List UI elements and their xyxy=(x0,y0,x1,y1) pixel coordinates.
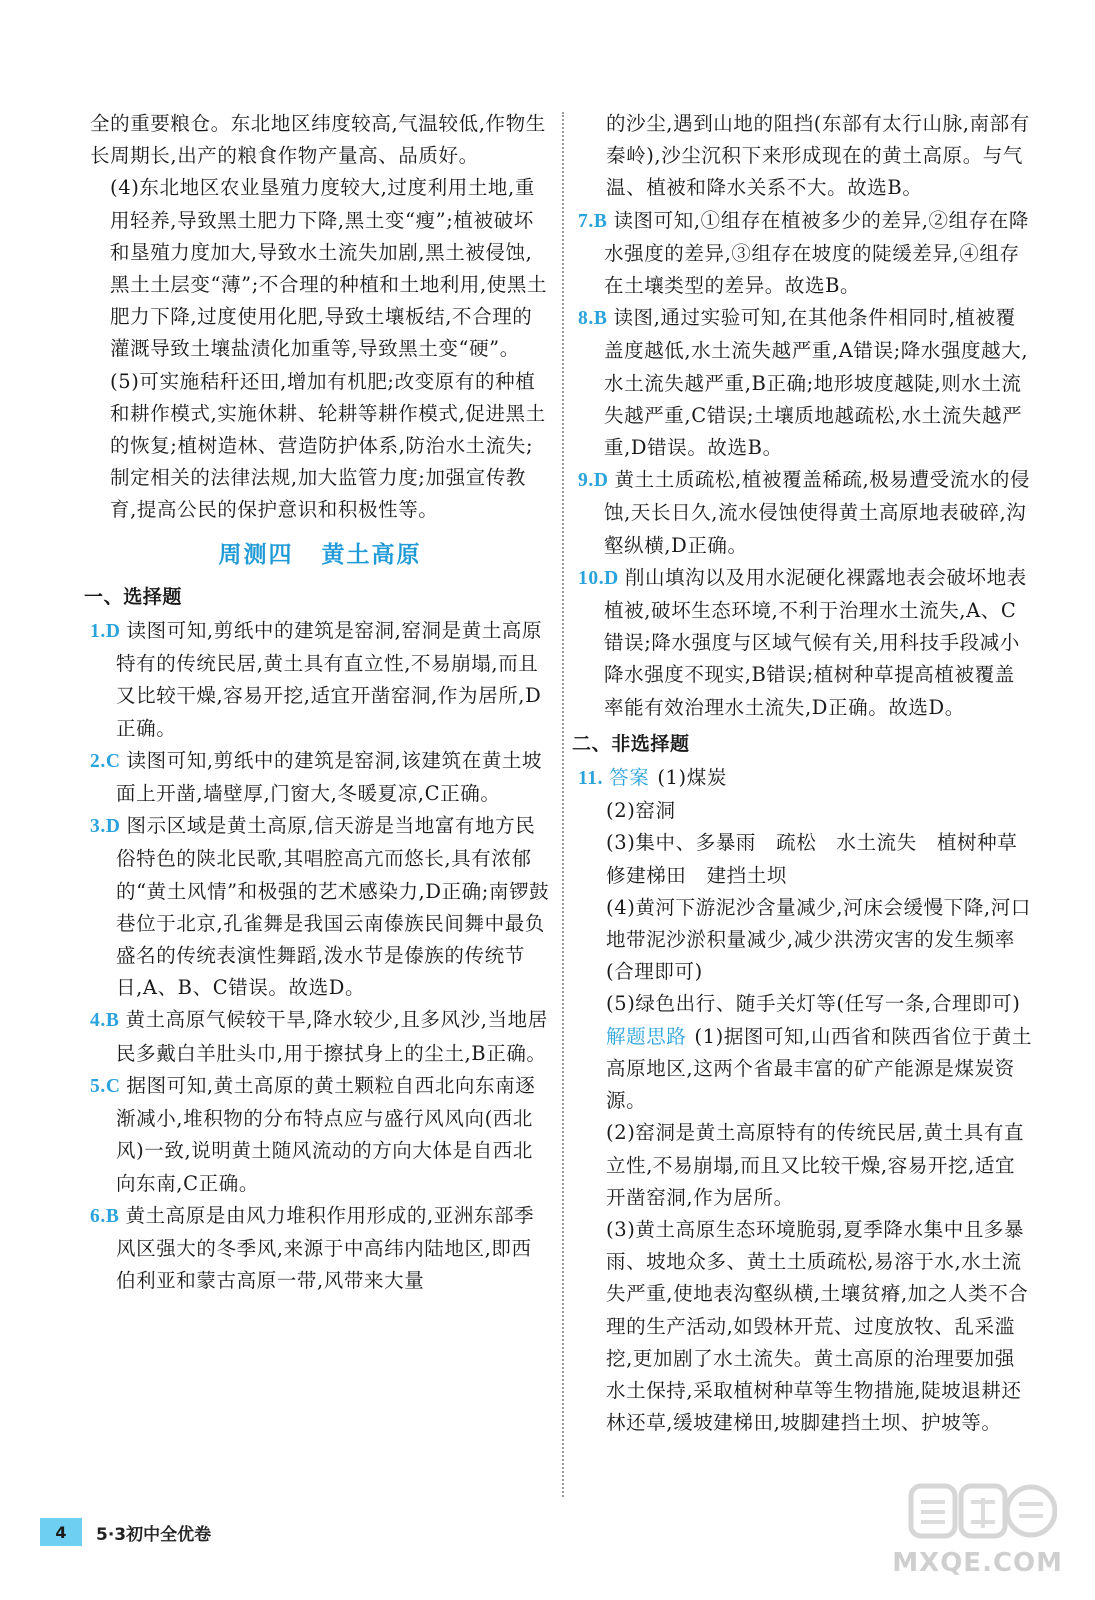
answer-item xyxy=(578,205,1034,303)
book-title: 5·3初中全优卷 xyxy=(96,1524,212,1545)
answer-line: (4)黄河下游泥沙含量减少,河床会缓慢下降,河口地带泥沙淤积量减少,减少洪涝灾害的发生频率(合理即可) xyxy=(606,895,1031,984)
week-title-number: 周测四 xyxy=(218,540,294,568)
answer-continuation: 的沙尘,遇到山地的阻挡(东部有太行山脉,南部有秦岭),沙尘沉积下来形成现在的黄土高原。与气温、植被和降水关系不大。故选B。 xyxy=(606,112,1030,200)
explanation-line: (3)黄土高原生态环境脆弱,夏季降水集中且多暴雨、坡地众多、黄土土质疏松,易溶于水,水土流失严重,使地表沟壑纵横,土壤贫瘠,加之人类不合理的生产活动,如毁林开荒、过度放牧、乱采滥挖,更加剧了水土流失。黄土高原的治理要加强水土保持,采取植树种草等生物措施,陡坡退耕还林还草,缓坡建梯田,坡脚建挡土坝、护坡等。 xyxy=(606,1217,1029,1435)
watermark-text: MXQE.COM xyxy=(892,1548,1063,1578)
question-number: 6.B xyxy=(90,1205,120,1227)
question-number: 9.D xyxy=(578,470,609,492)
section-heading: 二、非选择题 xyxy=(572,732,690,755)
paragraph: (4)东北地区农业垦殖力度较大,过度利用土地,重用轻养,导致黑土肥力下降,黑土变“瘦”;植被破坏和垦殖力度加大,导致水土流失加剧,黑土被侵蚀,黑土土层变“薄”;不合理的种植和土地利用,使黑土肥力下降,过度使用化肥,导致土壤板结,不合理的灌溉导致土壤盐渍化加重等,导致黑土变“硬”。 xyxy=(110,176,548,361)
answer-text: 读图可知,①组存在植被多少的差异,②组存在降水强度的差异,③组存在坡度的陡缓差异,④组存在土壤类型的差异。故选B。 xyxy=(604,208,1030,298)
page-number: 4 xyxy=(40,1518,82,1546)
question-number: 8.B xyxy=(578,308,608,330)
answer-line: (2)窑洞 xyxy=(606,799,676,823)
answer-text: 黄土土质疏松,植被覆盖稀疏,极易遭受流水的侵蚀,天长日久,流水侵蚀使得黄土高原地表破碎,沟壑纵横,D正确。 xyxy=(604,468,1031,557)
answer-text: 读图可知,剪纸中的建筑是窑洞,窑洞是黄土高原特有的传统民居,黄土具有直立性,不易崩塌,而且又比较干燥,容易开挖,适宜开凿窑洞,作为居所,D正确。 xyxy=(116,619,543,740)
page-footer xyxy=(40,1518,211,1546)
section-heading: 一、选择题 xyxy=(84,585,183,608)
answer-text: 黄土高原气候较干旱,降水较少,且多风沙,当地居民多戴白羊肚头巾,用于擦拭身上的尘土,B正确。 xyxy=(116,1008,548,1065)
answer-text: (1)煤炭 xyxy=(657,766,727,790)
answer-item xyxy=(578,302,1034,464)
question-number: 1.D xyxy=(90,621,121,643)
answer-item xyxy=(90,1004,550,1069)
answer-text: 黄土高原是由风力堆积作用形成的,亚洲东部季风区强大的冬季风,来源于中高纬内陆地区,即西伯利亚和蒙古高原一带,风带来大量 xyxy=(116,1203,535,1293)
answer-item xyxy=(90,1070,550,1200)
right-column xyxy=(572,108,1038,1439)
answer-item xyxy=(90,1200,550,1298)
question-number: 3.D xyxy=(90,816,121,838)
answer-text: 据图可知,黄土高原的黄土颗粒自西北向东南逐渐减小,堆积物的分布特点应与盛行风风向(西北风)一致,说明黄土随风流动的方向大体是自西北向东南,C正确。 xyxy=(116,1073,536,1195)
answer-text: 读图,通过实验可知,在其他条件相同时,植被覆盖度越低,水土流失越严重,A错误;降水强度越大,水土流失越严重,B正确;地形坡度越陡,则水土流失越严重,C错误;土壤质地越疏松,水土流失越严重,D错误。故选B。 xyxy=(604,306,1029,460)
answer-text: 图示区域是黄土高原,信天游是当地富有地方民俗特色的陕北民歌,其唱腔高亢而悠长,具有浓郁的“黄土风情”和极强的艺术感染力,D正确;南锣鼓巷位于北京,孔雀舞是我国云南傣族民间舞中最负盛名的传统表演性舞蹈,泼水节是傣族的传统节日,A、B、C错误。故选D。 xyxy=(116,814,550,1000)
explanation-line: (2)窑洞是黄土高原特有的传统民居,黄土具有直立性,不易崩塌,而且又比较干燥,容易开挖,适宜开凿窑洞,作为居所。 xyxy=(606,1121,1025,1209)
explanation-text: (1)据图可知,山西省和陕西省位于黄土高原地区,这两个省最丰富的矿产能源是煤炭资源。 xyxy=(606,1024,1033,1113)
week-title xyxy=(90,539,550,571)
answer-item xyxy=(578,762,1034,795)
column-divider xyxy=(562,112,564,1497)
paragraph: 全的重要粮仓。东北地区纬度较高,气温较低,作物生长周期长,出产的粮食作物产量高、品质好。 xyxy=(90,112,546,168)
question-number: 2.C xyxy=(90,750,121,772)
answer-text: 读图可知,剪纸中的建筑是窑洞,该建筑在黄土坡面上开凿,墙壁厚,门窗大,冬暖夏凉,C正确。 xyxy=(116,748,543,806)
left-column xyxy=(84,108,550,1297)
question-number: 10.D xyxy=(578,567,619,589)
answer-item xyxy=(578,562,1034,724)
question-number: 7.B xyxy=(578,210,608,232)
paragraph: (5)可实施秸秆还田,增加有机肥;改变原有的种植和耕作模式,实施休耕、轮耕等耕作模式,促进黑土的恢复;植树造林、营造防护体系,防治水土流失;制定相关的法律法规,加大监管力度;加强宣传教育,提高公民的保护意识和积极性等。 xyxy=(110,369,546,522)
answer-line: (5)绿色出行、随手关灯等(任写一条,合理即可) xyxy=(606,992,1021,1016)
answer-item xyxy=(578,464,1034,562)
question-number: 4.B xyxy=(90,1010,120,1032)
explanation-tag: 解题思路 xyxy=(606,1024,687,1048)
answer-item xyxy=(90,810,550,1004)
answer-text: 削山填沟以及用水泥硬化裸露地表会破坏地表植被,破坏生态环境,不利于治理水土流失,A、C错误;降水强度与区域气候有关,用科技手段减小降水强度不现实,B错误;植树种草提高植被覆盖率能有效治理水土流失,D正确。故选D。 xyxy=(604,565,1027,719)
question-number: 11. xyxy=(578,768,604,790)
question-number: 5.C xyxy=(90,1075,121,1097)
answer-tag: 答案 xyxy=(609,766,650,790)
week-title-topic: 黄土高原 xyxy=(321,540,422,568)
explanation-line xyxy=(578,1021,1034,1118)
watermark-logo-icon xyxy=(907,1478,1057,1548)
answer-item xyxy=(90,615,550,745)
answer-item xyxy=(90,745,550,810)
watermark xyxy=(892,1478,1067,1590)
answer-line: (3)集中、多暴雨 疏松 水土流失 植树种草 修建梯田 建挡土坝 xyxy=(606,831,1038,887)
